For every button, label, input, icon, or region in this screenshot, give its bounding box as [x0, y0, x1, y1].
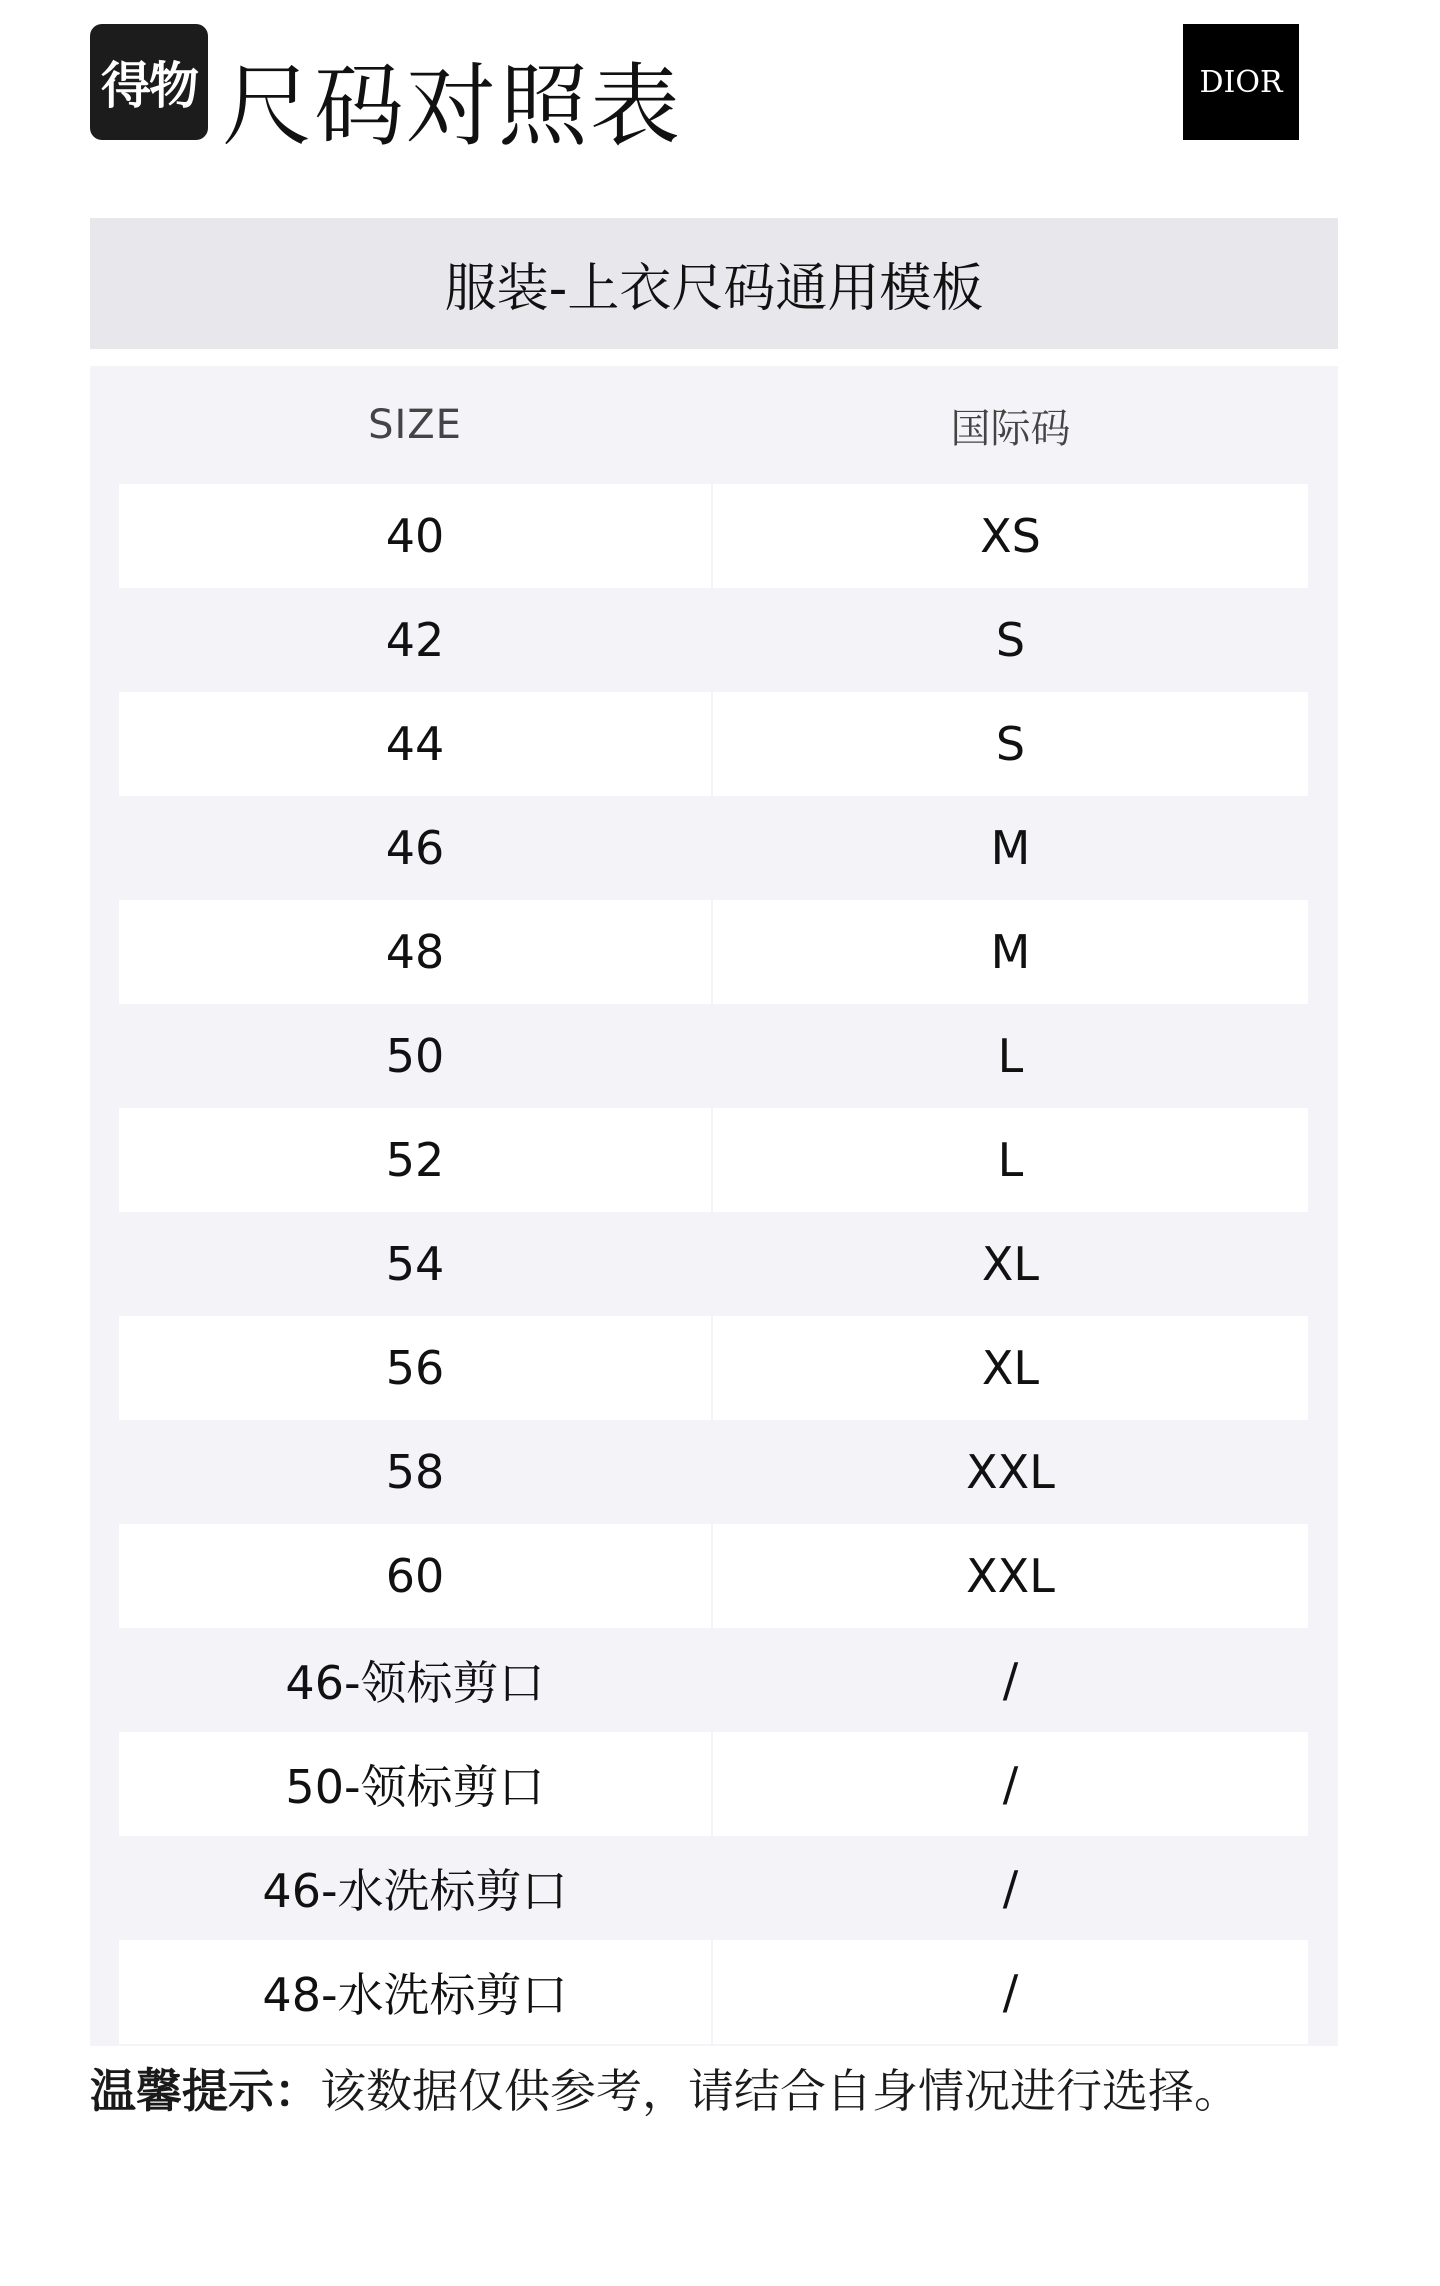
international-size-cell: S: [713, 692, 1308, 796]
tip-text: 该数据仅供参考，请结合自身情况进行选择。: [320, 2064, 1240, 2118]
table-row: [119, 588, 1308, 692]
international-size-cell: /: [713, 1628, 1308, 1732]
size-cell: 50: [119, 1004, 711, 1108]
table-row: [119, 796, 1308, 900]
size-cell: 46: [119, 796, 711, 900]
international-size-cell: L: [713, 1108, 1308, 1212]
tip-note: [90, 2056, 1390, 2126]
size-cell: 60: [119, 1524, 711, 1628]
size-cell: 48: [119, 900, 711, 1004]
size-cell: 58: [119, 1420, 711, 1524]
dior-brand-logo: DIOR: [1183, 24, 1299, 140]
international-size-cell: XS: [713, 484, 1308, 588]
column-header-international-size: 国际码: [950, 405, 1071, 452]
table-row: [119, 1732, 1308, 1836]
table-row: [119, 1316, 1308, 1420]
international-size-cell: XXL: [713, 1420, 1308, 1524]
international-size-cell: XXL: [713, 1524, 1308, 1628]
page-title: 尺码对照表: [222, 54, 682, 159]
size-cell: 42: [119, 588, 711, 692]
table-row: [119, 1524, 1308, 1628]
size-table: [90, 366, 1338, 2046]
international-size-cell: XL: [713, 1316, 1308, 1420]
size-cell: 40: [119, 484, 711, 588]
international-size-cell: L: [713, 1004, 1308, 1108]
size-cell: 46-领标剪口: [119, 1628, 711, 1732]
table-row: [119, 1940, 1308, 2044]
international-size-cell: /: [713, 1732, 1308, 1836]
size-cell: 54: [119, 1212, 711, 1316]
size-table-rows: [119, 484, 1308, 2044]
size-cell: 46-水洗标剪口: [119, 1836, 711, 1940]
size-cell: 56: [119, 1316, 711, 1420]
table-row: [119, 1004, 1308, 1108]
table-row: [119, 484, 1308, 588]
size-cell: 48-水洗标剪口: [119, 1940, 711, 2044]
table-row: [119, 900, 1308, 1004]
international-size-cell: /: [713, 1836, 1308, 1940]
header: [0, 0, 1440, 200]
column-header-size: SIZE: [368, 402, 462, 448]
international-size-cell: M: [713, 900, 1308, 1004]
table-row: [119, 1836, 1308, 1940]
table-row: [119, 1420, 1308, 1524]
international-size-cell: S: [713, 588, 1308, 692]
size-cell: 52: [119, 1108, 711, 1212]
table-row: [119, 1628, 1308, 1732]
dewu-app-logo: 得物: [90, 24, 208, 140]
size-cell: 44: [119, 692, 711, 796]
table-row: [119, 692, 1308, 796]
table-row: [119, 1212, 1308, 1316]
international-size-cell: XL: [713, 1212, 1308, 1316]
size-table-title: 服装-上衣尺码通用模板: [90, 218, 1338, 349]
tip-label: 温馨提示：: [90, 2064, 320, 2118]
table-row: [119, 1108, 1308, 1212]
international-size-cell: /: [713, 1940, 1308, 2044]
size-cell: 50-领标剪口: [119, 1732, 711, 1836]
international-size-cell: M: [713, 796, 1308, 900]
